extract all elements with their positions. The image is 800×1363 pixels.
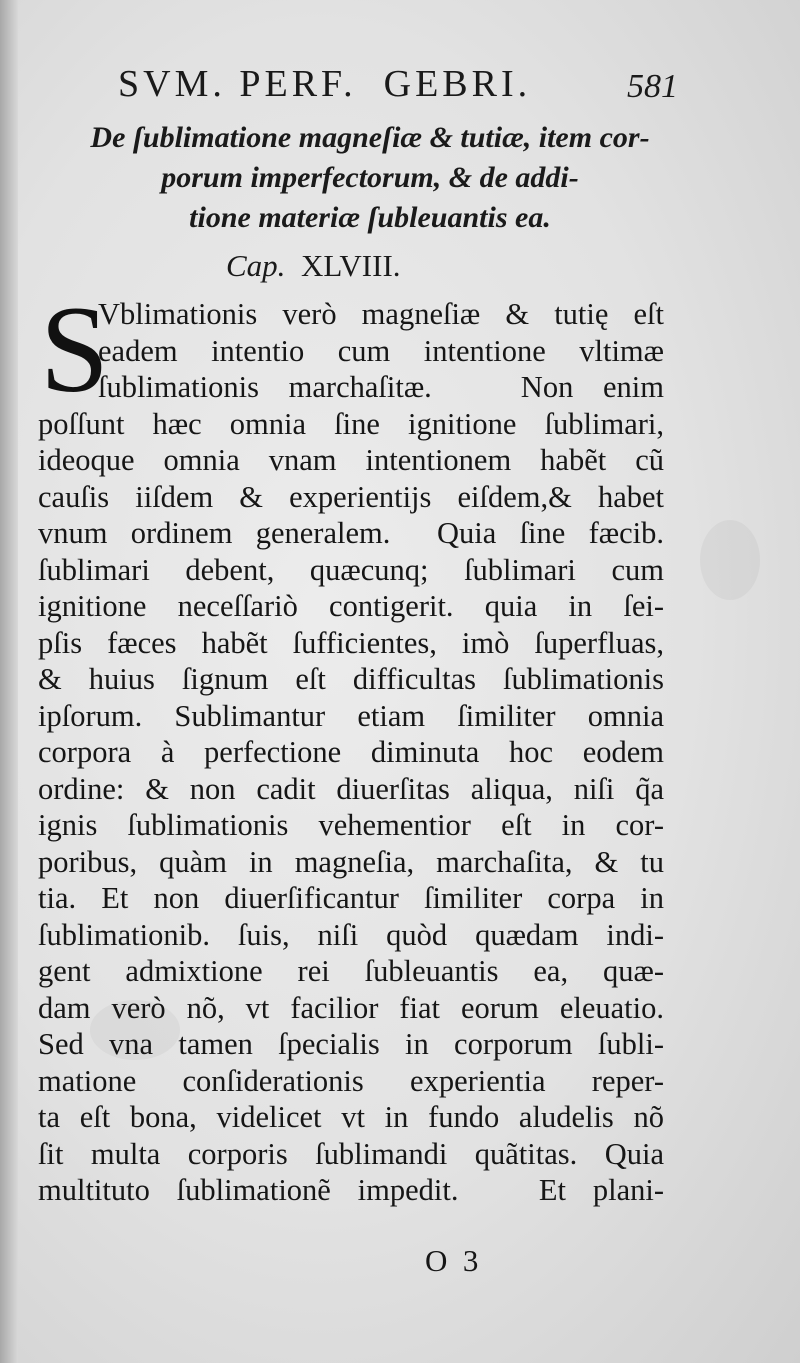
signature-mark: O 3 (425, 1243, 479, 1278)
page-gutter-shadow (0, 0, 18, 1363)
text-line: Vblimationis verò magneſiæ & tutię eſt (98, 297, 664, 331)
chapter-prefix: Cap. (226, 248, 286, 283)
text-line: dam verò nõ, vt facilior fiat eorum eleuatio. (38, 990, 664, 1025)
chapter-title-line: De ſublimatione magneſiæ & tutiæ, item cor- (90, 121, 650, 154)
text-line: gent admixtione rei ſubleuantis ea, quæ- (38, 954, 664, 988)
text-line: poribus, quàm in magneſia, marchaſita, & tu (38, 844, 664, 879)
text-line: ta eſt bona, videlicet vt in fundo aludelis nõ (38, 1100, 664, 1134)
text-line: vnum ordinem generalem. Quia ſine fæcib. (38, 516, 664, 550)
text-line: multituto ſublimationẽ impedit. Et plani- (38, 1173, 664, 1207)
text-line: ſublimationis marchaſitæ. Non enim (98, 370, 664, 404)
chapter-title (60, 118, 680, 238)
chapter-numeral: XLVIII. (300, 248, 401, 283)
running-head-title: SVM. PERF. GEBRI. (118, 63, 532, 105)
text-line: ignitione neceſſariò contigerit. quia in ſei- (38, 589, 664, 623)
text-line: ordine: & non cadit diuerſitas aliqua, niſi q̃a (38, 771, 664, 806)
text-line: eadem intentio cum intentione vltimæ (98, 333, 664, 368)
text-line: tia. Et non diuerſificantur ſimiliter corpa in (38, 881, 664, 915)
drop-cap: S (40, 281, 109, 418)
paper-smudge (700, 520, 760, 600)
chapter-title-line: porum imperfectorum, & de addi- (161, 161, 579, 194)
text-line: poſſunt hæc omnia ſine ignitione ſublimari, (38, 406, 664, 441)
page-number: 581 (627, 68, 678, 105)
text-line: ideoque omnia vnam intentionem habẽt cũ (38, 443, 664, 477)
text-line: ignis ſublimationis vehementior eſt in cor- (38, 808, 664, 842)
text-line: ſublimationib. ſuis, niſi quòd quædam indi- (38, 917, 664, 952)
running-head (118, 62, 678, 108)
chapter-title-line: tione materiæ ſubleuantis ea. (189, 201, 551, 234)
text-line: pſis fæces habẽt ſufficientes, imò ſuperfluas, (38, 625, 664, 660)
text-line: cauſis iiſdem & experientijs eiſdem,& habet (38, 479, 664, 514)
text-line: ſit multa corporis ſublimandi quãtitas. Quia (38, 1136, 664, 1171)
text-line: corpora à perfectione diminuta hoc eodem (38, 735, 664, 769)
chapter-number (226, 248, 401, 284)
text-line: & huius ſignum eſt difficultas ſublimationis (38, 662, 664, 696)
text-line: ſublimari debent, quæcunq; ſublimari cum (38, 552, 664, 587)
body-text (38, 296, 664, 1209)
text-line: Sed vna tamen ſpecialis in corporum ſubli- (38, 1027, 664, 1061)
text-line: matione conſiderationis experientia reper- (38, 1063, 664, 1098)
text-line: ipſorum. Sublimantur etiam ſimiliter omnia (38, 698, 664, 733)
